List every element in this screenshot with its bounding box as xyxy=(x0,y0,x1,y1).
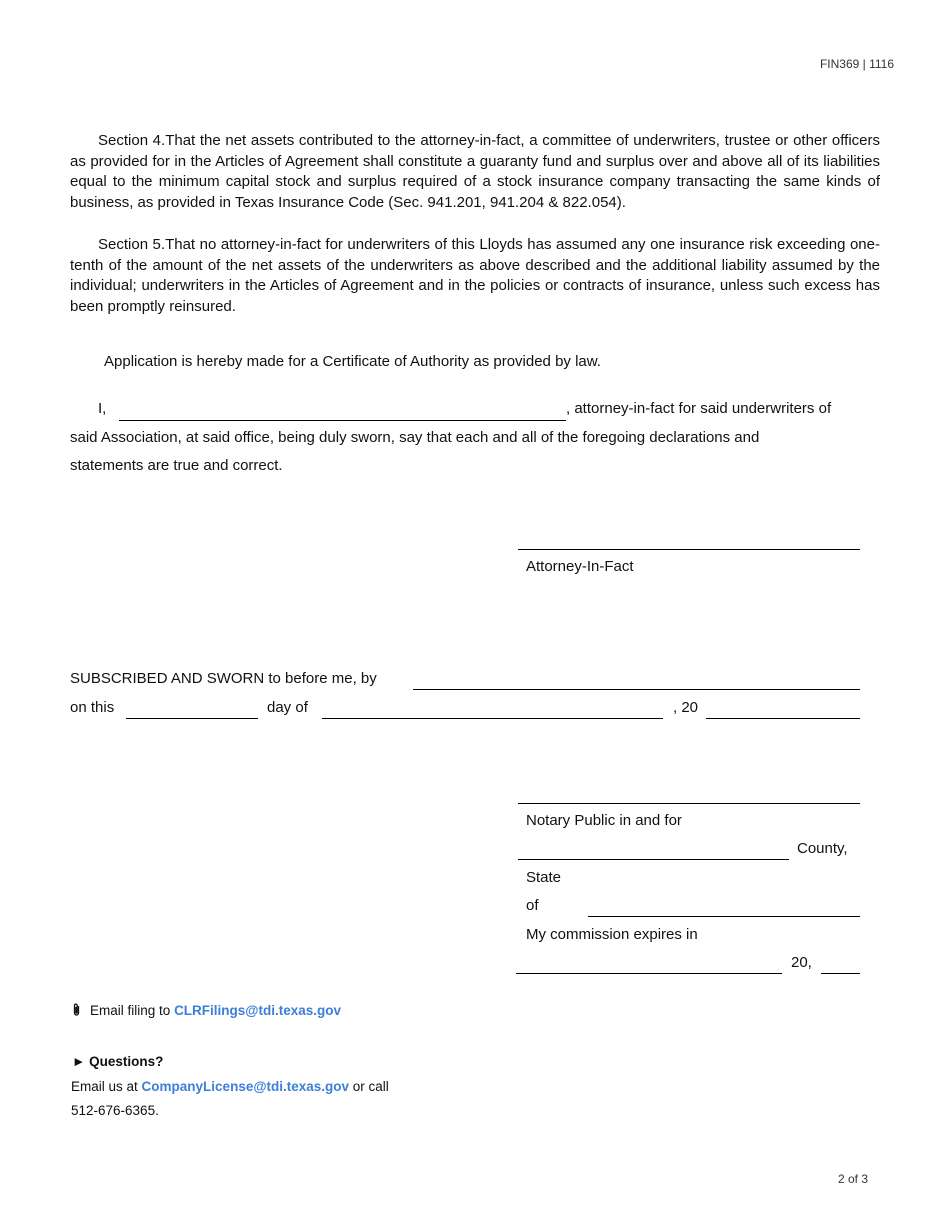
questions-heading xyxy=(72,1054,163,1069)
email-filing-line xyxy=(72,1003,341,1018)
form-id: FIN369 | 1116 xyxy=(819,57,894,71)
oath-prefix: I, xyxy=(98,400,107,417)
month-field[interactable] xyxy=(322,718,663,719)
notary-title: Notary Public in and for xyxy=(526,812,682,829)
attorney-signature-field[interactable] xyxy=(518,549,860,550)
state-field[interactable] xyxy=(588,916,860,917)
triangle-right-icon: ► xyxy=(72,1054,86,1069)
clr-filings-email-link[interactable]: CLRFilings@tdi.texas.gov xyxy=(174,1003,341,1018)
commission-year-field[interactable] xyxy=(821,973,860,974)
state-label: State xyxy=(526,869,562,886)
county-label: County, xyxy=(797,840,848,857)
contact-line xyxy=(71,1079,389,1094)
attorney-signature-caption: Attorney-In-Fact xyxy=(526,558,634,575)
commission-year-label: 20, xyxy=(791,954,812,971)
page-number: 2 of 3 xyxy=(837,1172,868,1186)
year-field[interactable] xyxy=(706,718,860,719)
county-field[interactable] xyxy=(518,859,789,860)
section-5-paragraph xyxy=(70,235,880,318)
oath-line-3: statements are true and correct. xyxy=(70,457,283,474)
of-label: of xyxy=(526,897,539,914)
section-5-label: Section 5. xyxy=(98,236,166,253)
subscribed-text: SUBSCRIBED AND SWORN to before me, by xyxy=(70,670,377,687)
oath-suffix: , attorney-in-fact for said underwriters of xyxy=(566,400,832,417)
application-statement: Application is hereby made for a Certificate of Authority as provided by law. xyxy=(104,353,601,370)
oath-line-2: said Association, at said office, being duly sworn, say that each and all of the foregoing declarations and xyxy=(70,429,760,446)
section-4-label: Section 4. xyxy=(98,132,166,149)
notary-signature-field[interactable] xyxy=(518,803,860,804)
email-filing-label: Email filing to xyxy=(90,1003,171,1018)
questions-label: Questions? xyxy=(89,1054,164,1069)
day-field[interactable] xyxy=(126,718,258,719)
commission-label: My commission expires in xyxy=(526,926,698,943)
section-4-paragraph xyxy=(70,131,880,214)
section-4-text: That the net assets contributed to the attorney-in-fact, a committee of underwriters, trustee or other officers as provided for in the Articles of Agreement shall constitute a guaranty fund and surplus over and above all of its liabilities equal to the minimum capital stock and surplus required of a stock insurance company transacting the same kinds of business, as provided in Texas Insurance Code (Sec. 941.201, 941.204 & 822.054). xyxy=(70,132,880,212)
year-prefix-label: , 20 xyxy=(673,699,699,716)
sworn-by-field[interactable] xyxy=(413,689,860,690)
attorney-name-field[interactable] xyxy=(119,420,566,421)
email-us-label: Email us at xyxy=(71,1079,138,1094)
company-license-email-link[interactable]: CompanyLicense@tdi.texas.gov xyxy=(141,1079,350,1094)
or-call-label: or call xyxy=(352,1079,389,1094)
on-this-label: on this xyxy=(70,699,115,716)
commission-date-field[interactable] xyxy=(516,973,782,974)
phone-number: 512-676-6365. xyxy=(71,1103,159,1118)
section-5-text: That no attorney-in-fact for underwriters of this Lloyds has assumed any one insurance risk exceeding one-tenth of the amount of the net assets of the underwriters as above described and the additional liability assumed by the individual; underwriters in the Articles of Agreement and in the policies or contracts of insurance, unless such excess has been promptly reinsured. xyxy=(70,236,880,316)
paperclip-icon xyxy=(72,1003,82,1017)
day-of-label: day of xyxy=(267,699,308,716)
